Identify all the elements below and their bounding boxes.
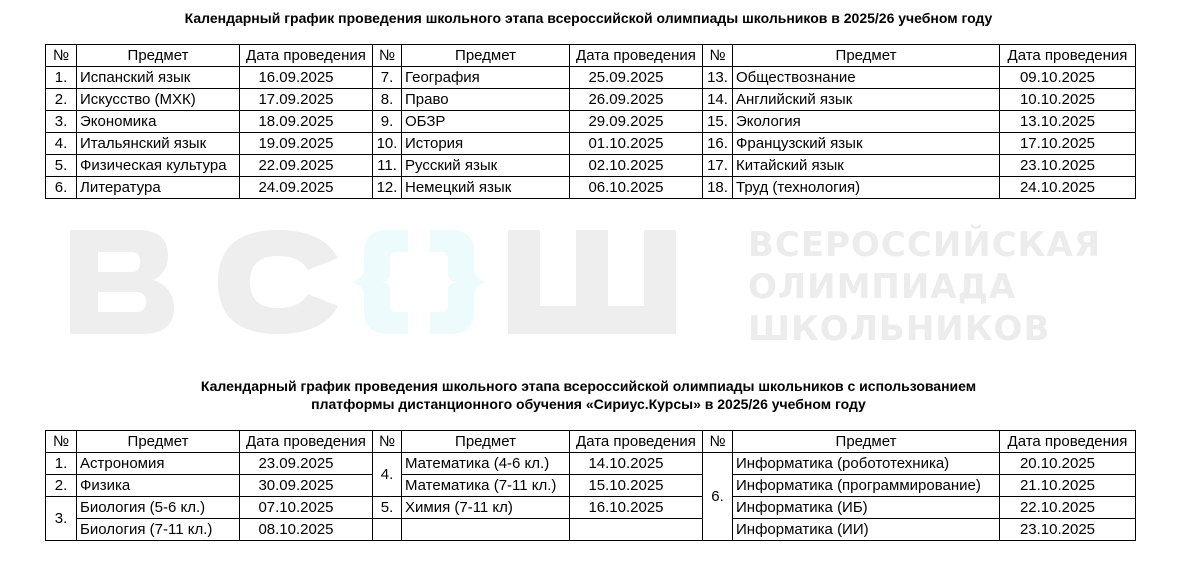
- date-cell: 08.10.2025: [240, 519, 373, 541]
- row-num: 1.: [46, 67, 77, 89]
- header-subject: Предмет: [733, 431, 1000, 453]
- empty-cell: [570, 519, 703, 541]
- date-cell: 25.09.2025: [570, 67, 703, 89]
- row-num: 13.: [703, 67, 733, 89]
- header-date: Дата проведения: [240, 45, 373, 67]
- row-num: 5.: [373, 497, 402, 519]
- header-num: №: [46, 431, 77, 453]
- header-subject: Предмет: [402, 45, 570, 67]
- subject-cell: Русский язык: [402, 155, 570, 177]
- table-row: [46, 453, 1136, 475]
- date-cell: 24.09.2025: [240, 177, 373, 199]
- subject-cell: Немецкий язык: [402, 177, 570, 199]
- row-num: 12.: [373, 177, 402, 199]
- subject-cell: Астрономия: [77, 453, 240, 475]
- subject-cell: Труд (технология): [733, 177, 1000, 199]
- header-date: Дата проведения: [240, 431, 373, 453]
- table-row: [46, 519, 1136, 541]
- subject-cell: Биология (7-11 кл.): [77, 519, 240, 541]
- table-row: [46, 89, 1136, 111]
- date-cell: 17.09.2025: [240, 89, 373, 111]
- date-cell: 16.10.2025: [570, 497, 703, 519]
- subject-cell: География: [402, 67, 570, 89]
- subject-cell: Искусство (МХК): [77, 89, 240, 111]
- subject-cell: Право: [402, 89, 570, 111]
- row-num: 9.: [373, 111, 402, 133]
- row-num: 11.: [373, 155, 402, 177]
- header-date: Дата проведения: [1000, 431, 1136, 453]
- row-num: 17.: [703, 155, 733, 177]
- date-cell: 14.10.2025: [570, 453, 703, 475]
- watermark-line: ВСЕРОССИЙСКАЯ: [748, 225, 1101, 265]
- date-cell: 16.09.2025: [240, 67, 373, 89]
- row-num: 6.: [703, 453, 733, 541]
- table-row: [46, 133, 1136, 155]
- row-num: 4.: [373, 453, 402, 497]
- date-cell: 20.10.2025: [1000, 453, 1136, 475]
- table-row: [46, 475, 1136, 497]
- row-num: 6.: [46, 177, 77, 199]
- date-cell: 23.10.2025: [1000, 519, 1136, 541]
- header-date: Дата проведения: [570, 431, 703, 453]
- subject-cell: Информатика (программирование): [733, 475, 1000, 497]
- date-cell: 29.09.2025: [570, 111, 703, 133]
- empty-cell: [373, 519, 402, 541]
- row-num: 10.: [373, 133, 402, 155]
- subject-cell: Экология: [733, 111, 1000, 133]
- date-cell: 13.10.2025: [1000, 111, 1136, 133]
- header-date: Дата проведения: [1000, 45, 1136, 67]
- date-cell: 21.10.2025: [1000, 475, 1136, 497]
- schedule-table: [45, 44, 1136, 199]
- date-cell: 18.09.2025: [240, 111, 373, 133]
- row-num: 18.: [703, 177, 733, 199]
- date-cell: 15.10.2025: [570, 475, 703, 497]
- date-cell: 23.10.2025: [1000, 155, 1136, 177]
- row-num: 1.: [46, 453, 77, 475]
- subject-cell: Физика: [77, 475, 240, 497]
- subject-cell: Информатика (ИИ): [733, 519, 1000, 541]
- empty-cell: [402, 519, 570, 541]
- date-cell: 23.09.2025: [240, 453, 373, 475]
- subject-cell: Математика (4-6 кл.): [402, 453, 570, 475]
- table-row: [46, 111, 1136, 133]
- header-subject: Предмет: [77, 431, 240, 453]
- header-subject: Предмет: [77, 45, 240, 67]
- row-num: 14.: [703, 89, 733, 111]
- table-row: [46, 177, 1136, 199]
- table-header-row: [46, 45, 1136, 67]
- olympiad-watermark-text: [748, 224, 1128, 350]
- date-cell: 22.09.2025: [240, 155, 373, 177]
- date-cell: 30.09.2025: [240, 475, 373, 497]
- header-num: №: [703, 431, 733, 453]
- header-num: №: [46, 45, 77, 67]
- subject-cell: Химия (7-11 кл): [402, 497, 570, 519]
- date-cell: 17.10.2025: [1000, 133, 1136, 155]
- vsosh-logo-watermark: [68, 228, 688, 336]
- table-row: [46, 155, 1136, 177]
- watermark-line: ШКОЛЬНИКОВ: [748, 309, 1051, 349]
- header-subject: Предмет: [733, 45, 1000, 67]
- sirius-schedule-title: [0, 377, 1178, 413]
- header-num: №: [373, 45, 402, 67]
- subject-cell: Испанский язык: [77, 67, 240, 89]
- sirius-title-line2: платформы дистанционного обучения «Сириус.Курсы» в 2025/26 учебном году: [311, 396, 866, 412]
- date-cell: 02.10.2025: [570, 155, 703, 177]
- table-header-row: [46, 431, 1136, 453]
- row-num: 5.: [46, 155, 77, 177]
- date-cell: 10.10.2025: [1000, 89, 1136, 111]
- date-cell: 07.10.2025: [240, 497, 373, 519]
- subject-cell: Литература: [77, 177, 240, 199]
- header-num: №: [703, 45, 733, 67]
- row-num: 3.: [46, 497, 77, 541]
- subject-cell: Экономика: [77, 111, 240, 133]
- subject-cell: ОБЗР: [402, 111, 570, 133]
- subject-cell: Итальянский язык: [77, 133, 240, 155]
- subject-cell: Физическая культура: [77, 155, 240, 177]
- subject-cell: Обществознание: [733, 67, 1000, 89]
- date-cell: 01.10.2025: [570, 133, 703, 155]
- sirius-schedule-table: [45, 430, 1136, 541]
- row-num: 15.: [703, 111, 733, 133]
- subject-cell: История: [402, 133, 570, 155]
- row-num: 2.: [46, 475, 77, 497]
- subject-cell: Информатика (ИБ): [733, 497, 1000, 519]
- header-subject: Предмет: [402, 431, 570, 453]
- subject-cell: Информатика (робототехника): [733, 453, 1000, 475]
- date-cell: 19.09.2025: [240, 133, 373, 155]
- table-row: [46, 497, 1136, 519]
- date-cell: 06.10.2025: [570, 177, 703, 199]
- row-num: 2.: [46, 89, 77, 111]
- row-num: 16.: [703, 133, 733, 155]
- sirius-title-line1: Календарный график проведения школьного этапа всероссийской олимпиады школьников с использованием: [200, 378, 977, 394]
- subject-cell: Английский язык: [733, 89, 1000, 111]
- table-row: [46, 67, 1136, 89]
- subject-cell: Китайский язык: [733, 155, 1000, 177]
- row-num: 4.: [46, 133, 77, 155]
- subject-cell: Биология (5-6 кл.): [77, 497, 240, 519]
- row-num: 3.: [46, 111, 77, 133]
- header-date: Дата проведения: [570, 45, 703, 67]
- subject-cell: Математика (7-11 кл.): [402, 475, 570, 497]
- date-cell: 09.10.2025: [1000, 67, 1136, 89]
- date-cell: 22.10.2025: [1000, 497, 1136, 519]
- row-num: 7.: [373, 67, 402, 89]
- subject-cell: Французский язык: [733, 133, 1000, 155]
- row-num: 8.: [373, 89, 402, 111]
- header-num: №: [373, 431, 402, 453]
- date-cell: 26.09.2025: [570, 89, 703, 111]
- date-cell: 24.10.2025: [1000, 177, 1136, 199]
- schedule-title: Календарный график проведения школьного этапа всероссийской олимпиады школьников в 2025/26 учебном году: [184, 10, 993, 26]
- watermark-line: ОЛИМПИАДА: [748, 267, 1017, 307]
